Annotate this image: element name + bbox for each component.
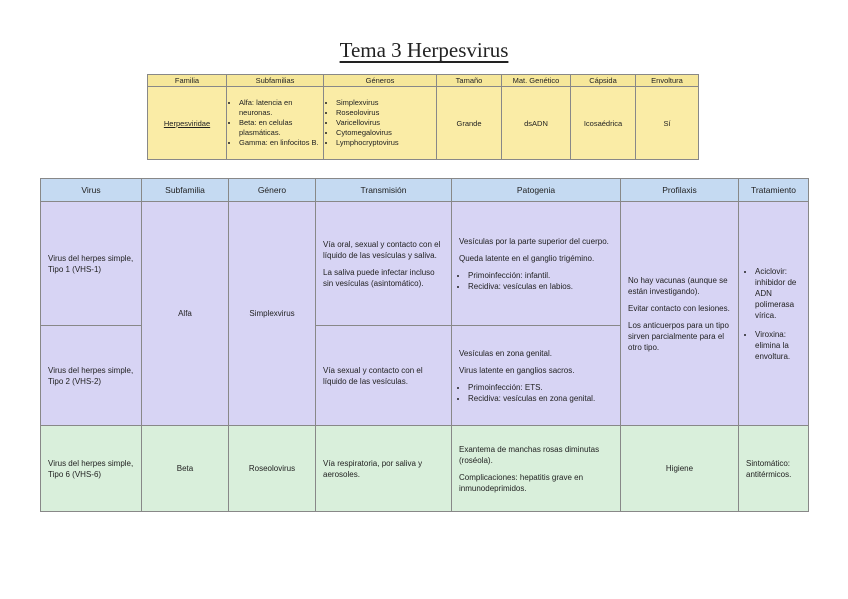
header-profilaxis: Profilaxis	[621, 179, 739, 202]
table-row	[41, 426, 809, 512]
virus-cell: Virus del herpes simple, Tipo 1 (VHS-1)	[41, 202, 142, 326]
header-tratamiento: Tratamiento	[739, 179, 809, 202]
profilaxis-cell	[621, 202, 739, 426]
transmision-text: Vía sexual y contacto con el líquido de las vesículas.	[323, 365, 423, 386]
header-material: Mat. Genético	[502, 75, 571, 87]
patogenia-text: Virus latente en ganglios sacros.	[459, 365, 575, 375]
summary-table	[147, 74, 699, 160]
patogenia-text: Exantema de manchas rosas diminutas (roséola).	[459, 444, 600, 465]
profilaxis-cell: Higiene	[621, 426, 739, 512]
generos-list	[325, 98, 435, 148]
genero-item: • Cytomegalovirus	[336, 128, 435, 138]
envoltura-cell: Sí	[636, 87, 699, 160]
tratamiento-item: • Aciclovir: inhibidor de ADN polimerasa vírica.	[755, 266, 801, 321]
page-title: Tema 3 Herpesvirus	[339, 38, 509, 62]
profilaxis-text: Evitar contacto con lesiones.	[628, 303, 730, 313]
header-familia: Familia	[148, 75, 227, 87]
patogenia-item: • Primoinfección: ETS.	[468, 382, 613, 393]
header-patogenia: Patogenia	[452, 179, 621, 202]
subfamilia-item: • Alfa: latencia en neuronas.	[239, 98, 322, 118]
tratamiento-item: • Viroxina: elimina la envoltura.	[755, 329, 801, 362]
subfamilia-cell: Beta	[142, 426, 229, 512]
header-subfamilia: Subfamilia	[142, 179, 229, 202]
patogenia-item: • Primoinfección: infantil.	[468, 270, 613, 281]
genero-cell: Roseolovirus	[229, 426, 316, 512]
header-tamano: Tamaño	[437, 75, 502, 87]
header-genero: Género	[229, 179, 316, 202]
transmision-cell	[316, 326, 452, 426]
patogenia-item: • Recidiva: vesículas en labios.	[468, 281, 613, 292]
patogenia-cell	[452, 326, 621, 426]
virus-cell: Virus del herpes simple, Tipo 6 (VHS-6)	[41, 426, 142, 512]
familia-value: Herpesviridae	[163, 118, 211, 128]
familia-cell	[148, 87, 227, 160]
table-row	[41, 202, 809, 326]
header-capsida: Cápsida	[571, 75, 636, 87]
genero-item: • Varicellovirus	[336, 118, 435, 128]
profilaxis-text: Los anticuerpos para un tipo sirven parcialmente para el otro tipo.	[628, 320, 729, 352]
profilaxis-text: No hay vacunas (aunque se están investigando).	[628, 275, 728, 296]
generos-cell	[324, 87, 437, 160]
tratamiento-list	[746, 266, 801, 362]
genero-item: • Simplexvirus	[336, 98, 435, 108]
header-virus: Virus	[41, 179, 142, 202]
virus-cell: Virus del herpes simple, Tipo 2 (VHS-2)	[41, 326, 142, 426]
patogenia-text: Vesículas en zona genital.	[459, 348, 552, 358]
tratamiento-cell	[739, 202, 809, 426]
patogenia-text: Queda latente en el ganglio trigémino.	[459, 253, 595, 263]
tamano-cell: Grande	[437, 87, 502, 160]
header-subfamilias: Subfamilias	[227, 75, 324, 87]
patogenia-cell	[452, 202, 621, 326]
material-cell: dsADN	[502, 87, 571, 160]
tratamiento-cell: Sintomático: antitérmicos.	[739, 426, 809, 512]
patogenia-list	[459, 270, 613, 292]
transmision-text: Vía oral, sexual y contacto con el líquido de las vesículas y saliva.	[323, 239, 441, 260]
virus-detail-table	[40, 178, 809, 512]
transmision-cell	[316, 202, 452, 326]
header-envoltura: Envoltura	[636, 75, 699, 87]
subfamilias-list	[228, 98, 322, 148]
transmision-text: La saliva puede infectar incluso sin vesículas (asintomático).	[323, 267, 435, 288]
subfamilia-item: • Beta: en celulas plasmáticas.	[239, 118, 322, 138]
detail-header-row	[41, 179, 809, 202]
capsida-cell: Icosaédrica	[571, 87, 636, 160]
patogenia-cell	[452, 426, 621, 512]
patogenia-item: • Recidiva: vesículas en zona genital.	[468, 393, 613, 404]
subfamilia-cell: Alfa	[142, 202, 229, 426]
patogenia-list	[459, 382, 613, 404]
genero-item: • Lymphocryptovirus	[336, 138, 435, 148]
header-generos: Géneros	[324, 75, 437, 87]
transmision-cell	[316, 426, 452, 512]
summary-header-row	[148, 75, 699, 87]
patogenia-text: Complicaciones: hepatitis grave en inmunodeprimidos.	[459, 472, 584, 493]
transmision-text: Vía respiratoria, por saliva y aerosoles.	[323, 458, 423, 479]
subfamilia-item: • Gamma: en linfocitos B.	[239, 138, 322, 148]
header-transmision: Transmisión	[316, 179, 452, 202]
subfamilias-cell	[227, 87, 324, 160]
genero-cell: Simplexvirus	[229, 202, 316, 426]
genero-item: • Roseolovirus	[336, 108, 435, 118]
patogenia-text: Vesículas por la parte superior del cuerpo.	[459, 236, 609, 246]
summary-row	[148, 87, 699, 160]
